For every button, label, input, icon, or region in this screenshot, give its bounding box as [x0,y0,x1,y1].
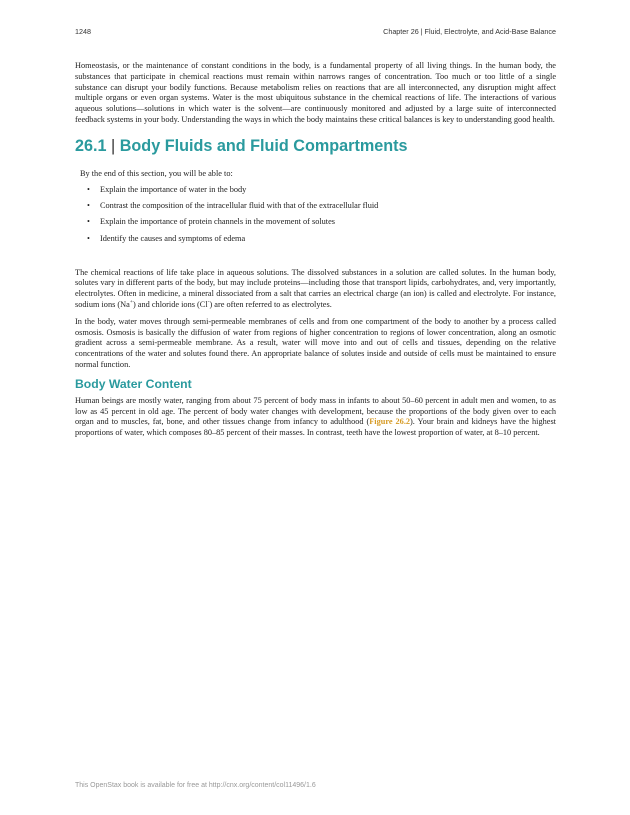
section-title: Body Fluids and Fluid Compartments [119,136,408,155]
objectives-intro: By the end of this section, you will be able to: [80,168,233,178]
chapter-title: Chapter 26 | Fluid, Electrolyte, and Acid-Base Balance [383,27,556,36]
page-footer: This OpenStax book is available for free at http://cnx.org/content/col11496/1.6 [75,782,316,789]
objective-item [87,185,556,196]
subsection-heading: Body Water Content [75,376,192,391]
objective-text: Contrast the composition of the intracellular fluid with that of the extracellular fluid [100,200,379,210]
objective-item [87,234,556,245]
bullet-icon: • [87,200,90,210]
section-separator: | [111,136,116,155]
bullet-icon: • [87,217,90,227]
bullet-icon: • [87,233,90,243]
page-number: 1248 [75,27,91,36]
objective-item [87,217,556,228]
chloride-charge: - [207,299,210,306]
objective-text: Explain the importance of water in the body [100,184,247,194]
learning-objectives [80,169,556,245]
bullet-icon: • [87,184,90,194]
water-content-paragraph [75,396,556,439]
solutions-text-3: ) are often referred to as electrolytes. [209,299,332,309]
objective-text: Explain the importance of protein channels in the movement of solutes [100,217,336,227]
sodium-charge: + [129,299,133,306]
intro-paragraph: Homeostasis, or the maintenance of constant conditions in the body, is a fundamental property of all living things. In the human body, the substances that participate in chemical reactions must remain within narrows ranges of concentration. Too much or too little of a single substance can disrupt your bodily functions. Because metabolism relies on reactions that are all interconnected, any disruption might affect multiple organs or even organ systems. Water is the most ubiquitous substance in the chemical reactions of life. The interactions of various aqueous solutions—solutions in which water is the solvent—are continuously monitored and adjusted by a large suite of interconnected feedback systems in your body. Understanding the ways in which the body maintains these critical balances is key to understanding good health. [75,61,556,124]
solutions-paragraph [75,268,556,311]
objective-text: Identify the causes and symptoms of edema [100,233,246,243]
water-text-1: Human beings are mostly water, ranging from about 75 percent of body mass in infants to about 50–60 percent in adult men and women, to as low as 45 percent in old age. The percent of body water changes with development, because the proportions of the body given over to each organ and to muscles, fat, bone, and other tissues change from infancy to adulthood ( [75,395,556,427]
page-content [75,61,556,445]
objectives-list [80,185,556,245]
solutions-text-2: ) and chloride ions (Cl [132,299,208,309]
section-heading [75,136,556,156]
figure-link[interactable]: Figure 26.2 [369,417,411,427]
objective-item [87,201,556,212]
osmosis-paragraph: In the body, water moves through semi-permeable membranes of cells and from one compartment of the body to another by a process called osmosis. Osmosis is basically the diffusion of water from regions of higher concentration to regions of lower concentration, along an osmotic gradient across a semi-permeable membrane. As a result, water will move into and out of cells and tissues, depending on the relative concentrations of the water and solutes found there. An appropriate balance of solutes inside and outside of cells must be maintained to ensure normal function. [75,316,556,369]
section-number: 26.1 [75,136,107,155]
solutions-text-1: The chemical reactions of life take place in aqueous solutions. The dissolved substances in a solution are called solutes. In the human body, solutes vary in different parts of the body, but may include proteins—including those that transport lipids, carbohydrates, and, very importantly, electrolytes. Often in medicine, a mineral dissociated from a salt that carries an electrical charge (an ion) is called and electrolyte. For instance, sodium ions (Na [75,267,556,309]
water-text-2: ). Your brain and kidneys have the highest proportions of water, which composes 80–85 percent of their masses. In contrast, teeth have the lowest proportion of water, at 8–10 percent. [75,417,556,438]
